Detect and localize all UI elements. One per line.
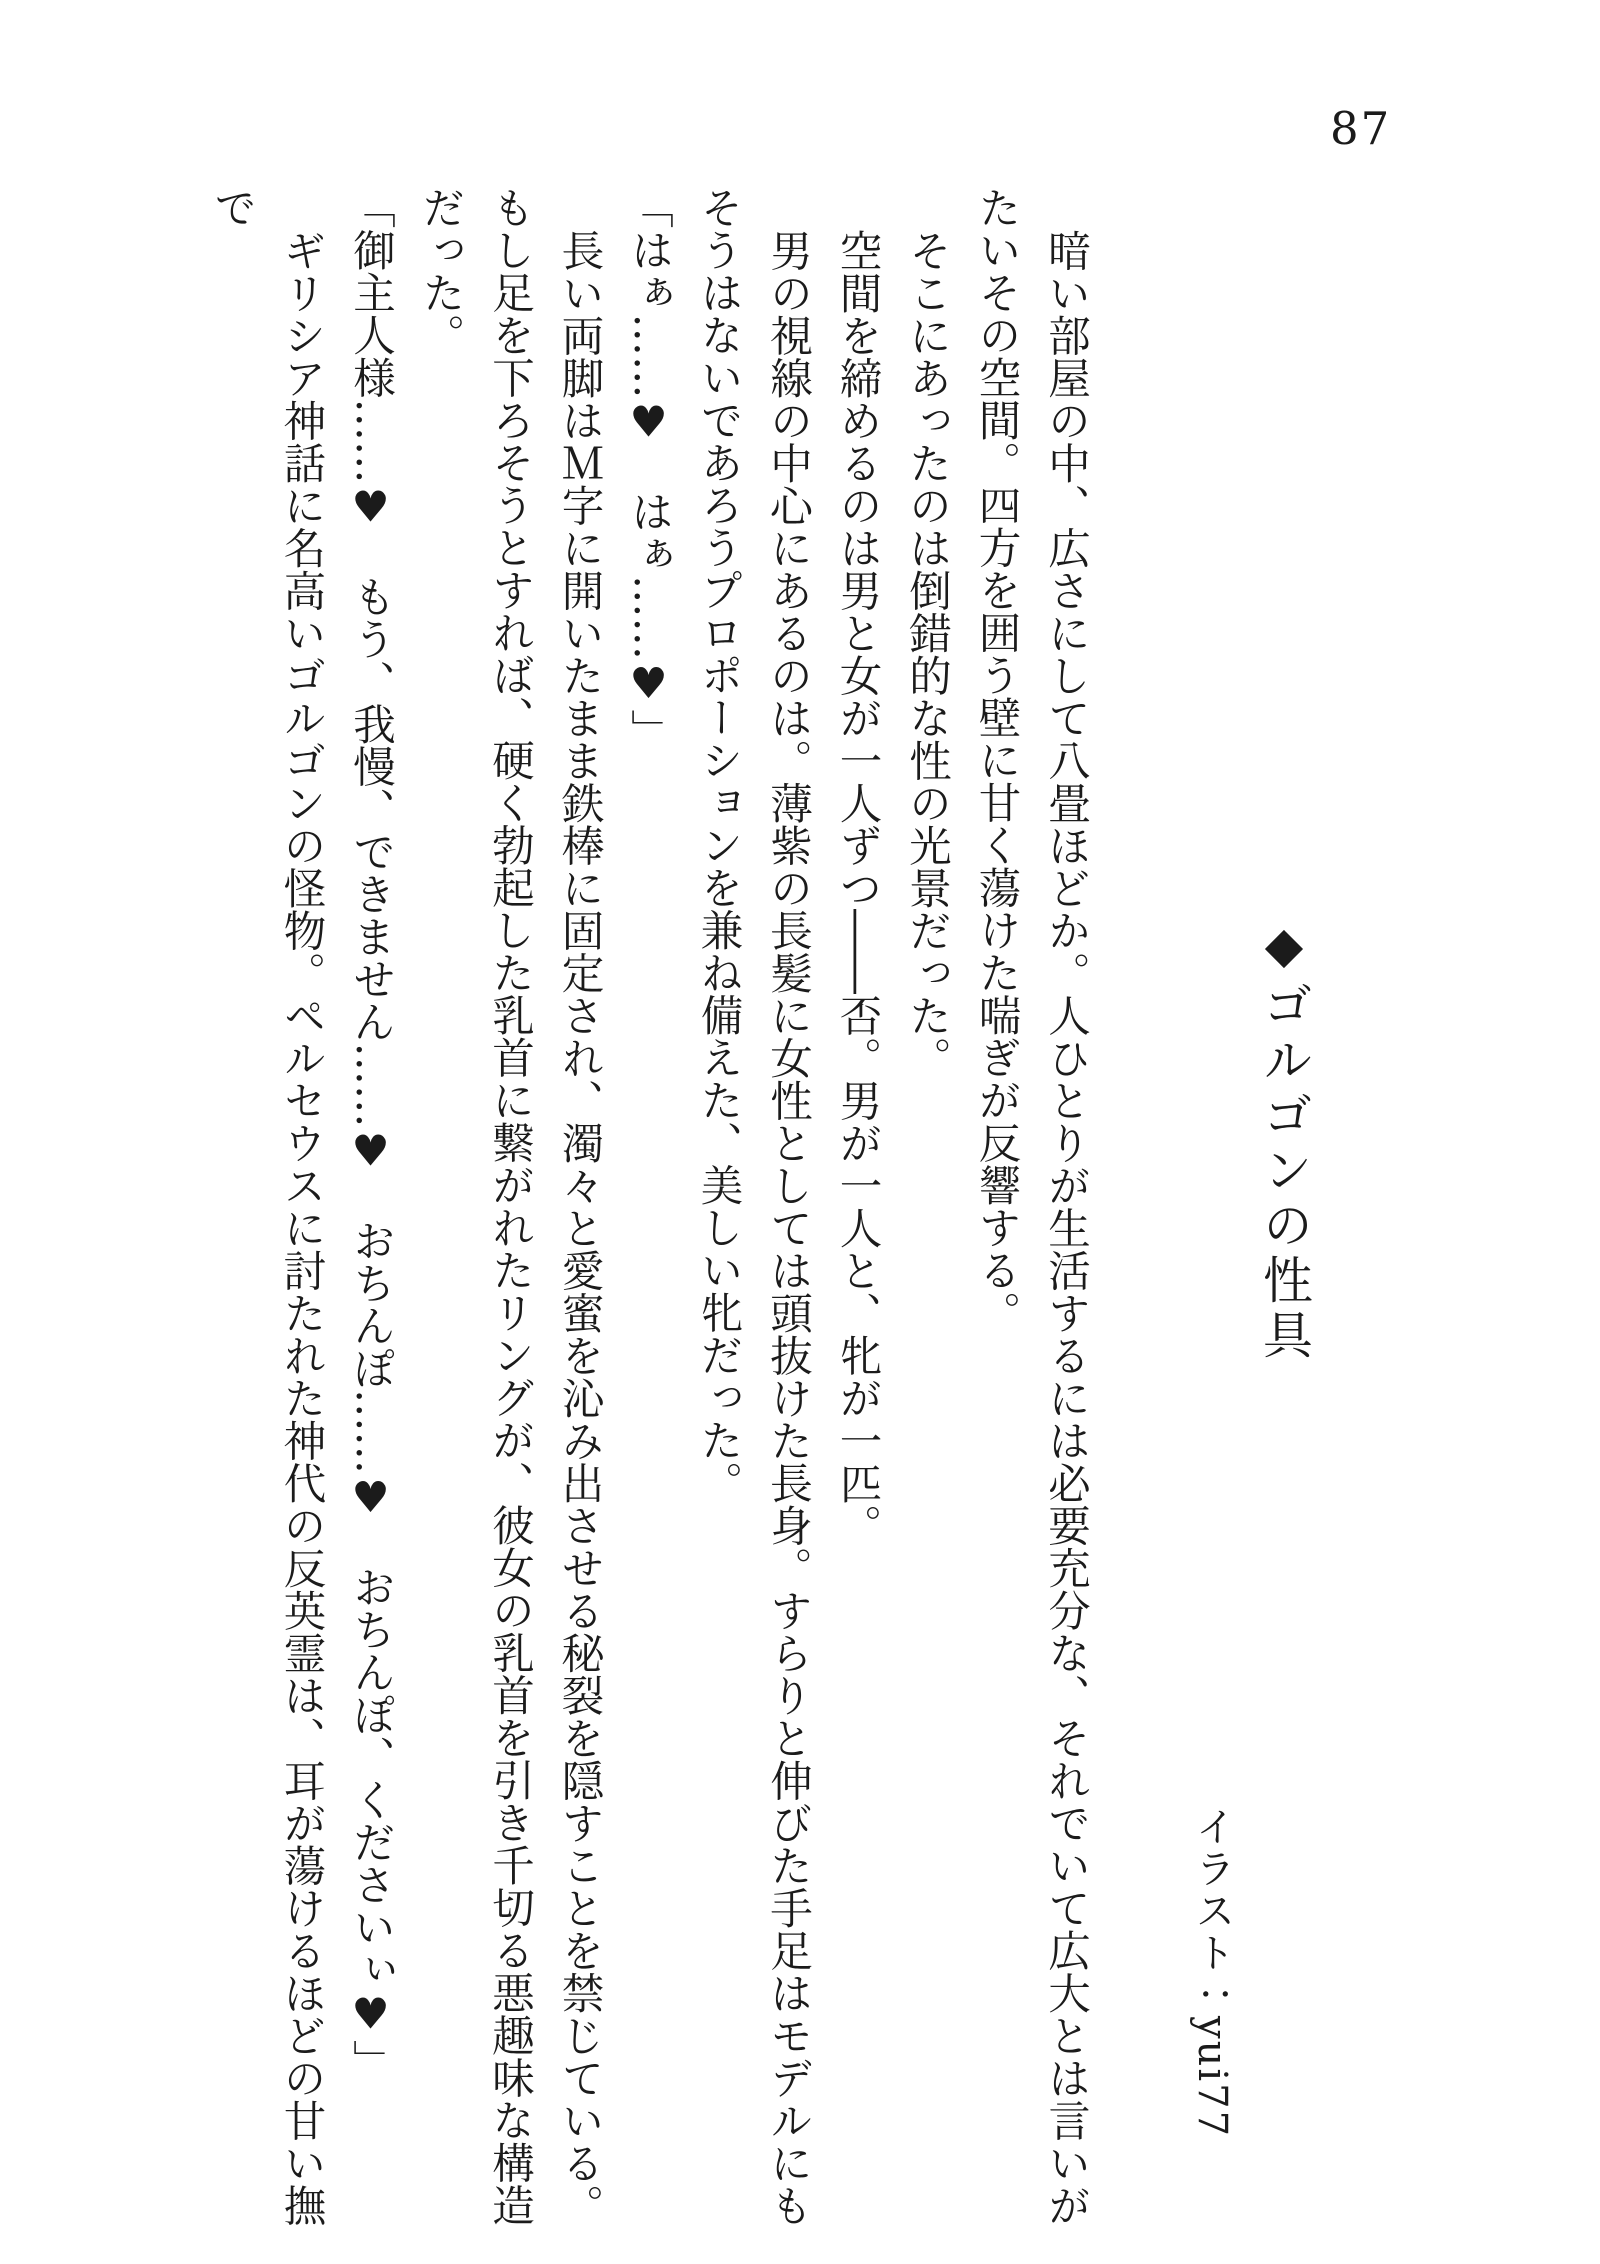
paragraph: そこにあったのは倒錯的な性の光景だった。 — [902, 228, 951, 1079]
page-number: 87 — [1330, 102, 1392, 155]
paragraph: 男の視線の中心にあるのは。薄紫の長髪に女性としては頭抜けた長身。すらりと伸びた手足はモデルにもそうはないであろうプロポーションを兼ね備えた、美しい牝だった。 — [693, 186, 812, 2226]
illustrator-credit: イラスト：yui77 — [1189, 1806, 1235, 2139]
paragraph: ギリシア神話に名高いゴルゴンの怪物。ペルセウスに討たれた神代の反英霊は、耳が蕩けるほどの甘い撫で — [207, 186, 326, 2226]
diamond-bullet-icon: ◆ — [1255, 916, 1313, 979]
paragraph: 長い両脚はＭ字に開いたまま鉄棒に固定され、濁々と愛蜜を沁み出させる秘裂を隠すことを禁じている。もし足を下ろそうとすれば、硬く勃起した乳首に繋がれたリングが、彼女の乳首を引き千切る悪趣味な構造だった。 — [415, 186, 604, 2226]
chapter-title: ゴルゴンの性具 — [1255, 979, 1313, 1364]
body-text — [197, 186, 1101, 2238]
paragraph-dialogue: 「はぁ……♥ はぁ……♥」 — [624, 186, 673, 752]
paragraph: 空間を締めるのは男と女が一人ずつ――否。男が一人と、牝が一匹。 — [832, 228, 882, 1546]
chapter-title-block — [1248, 916, 1320, 1436]
paragraph: 暗い部屋の中、広さにして八畳ほどか。人ひとりが生活するには必要充分な、それでいて広大とは言いがたいその空間。四方を囲う壁に甘く蕩けた喘ぎが反響する。 — [971, 186, 1090, 2226]
paragraph-dialogue: 「御主人様……♥ もう、我慢、できません……♥ おちんぽ……♥ おちんぽ、くださいぃ♥」 — [346, 186, 395, 2082]
